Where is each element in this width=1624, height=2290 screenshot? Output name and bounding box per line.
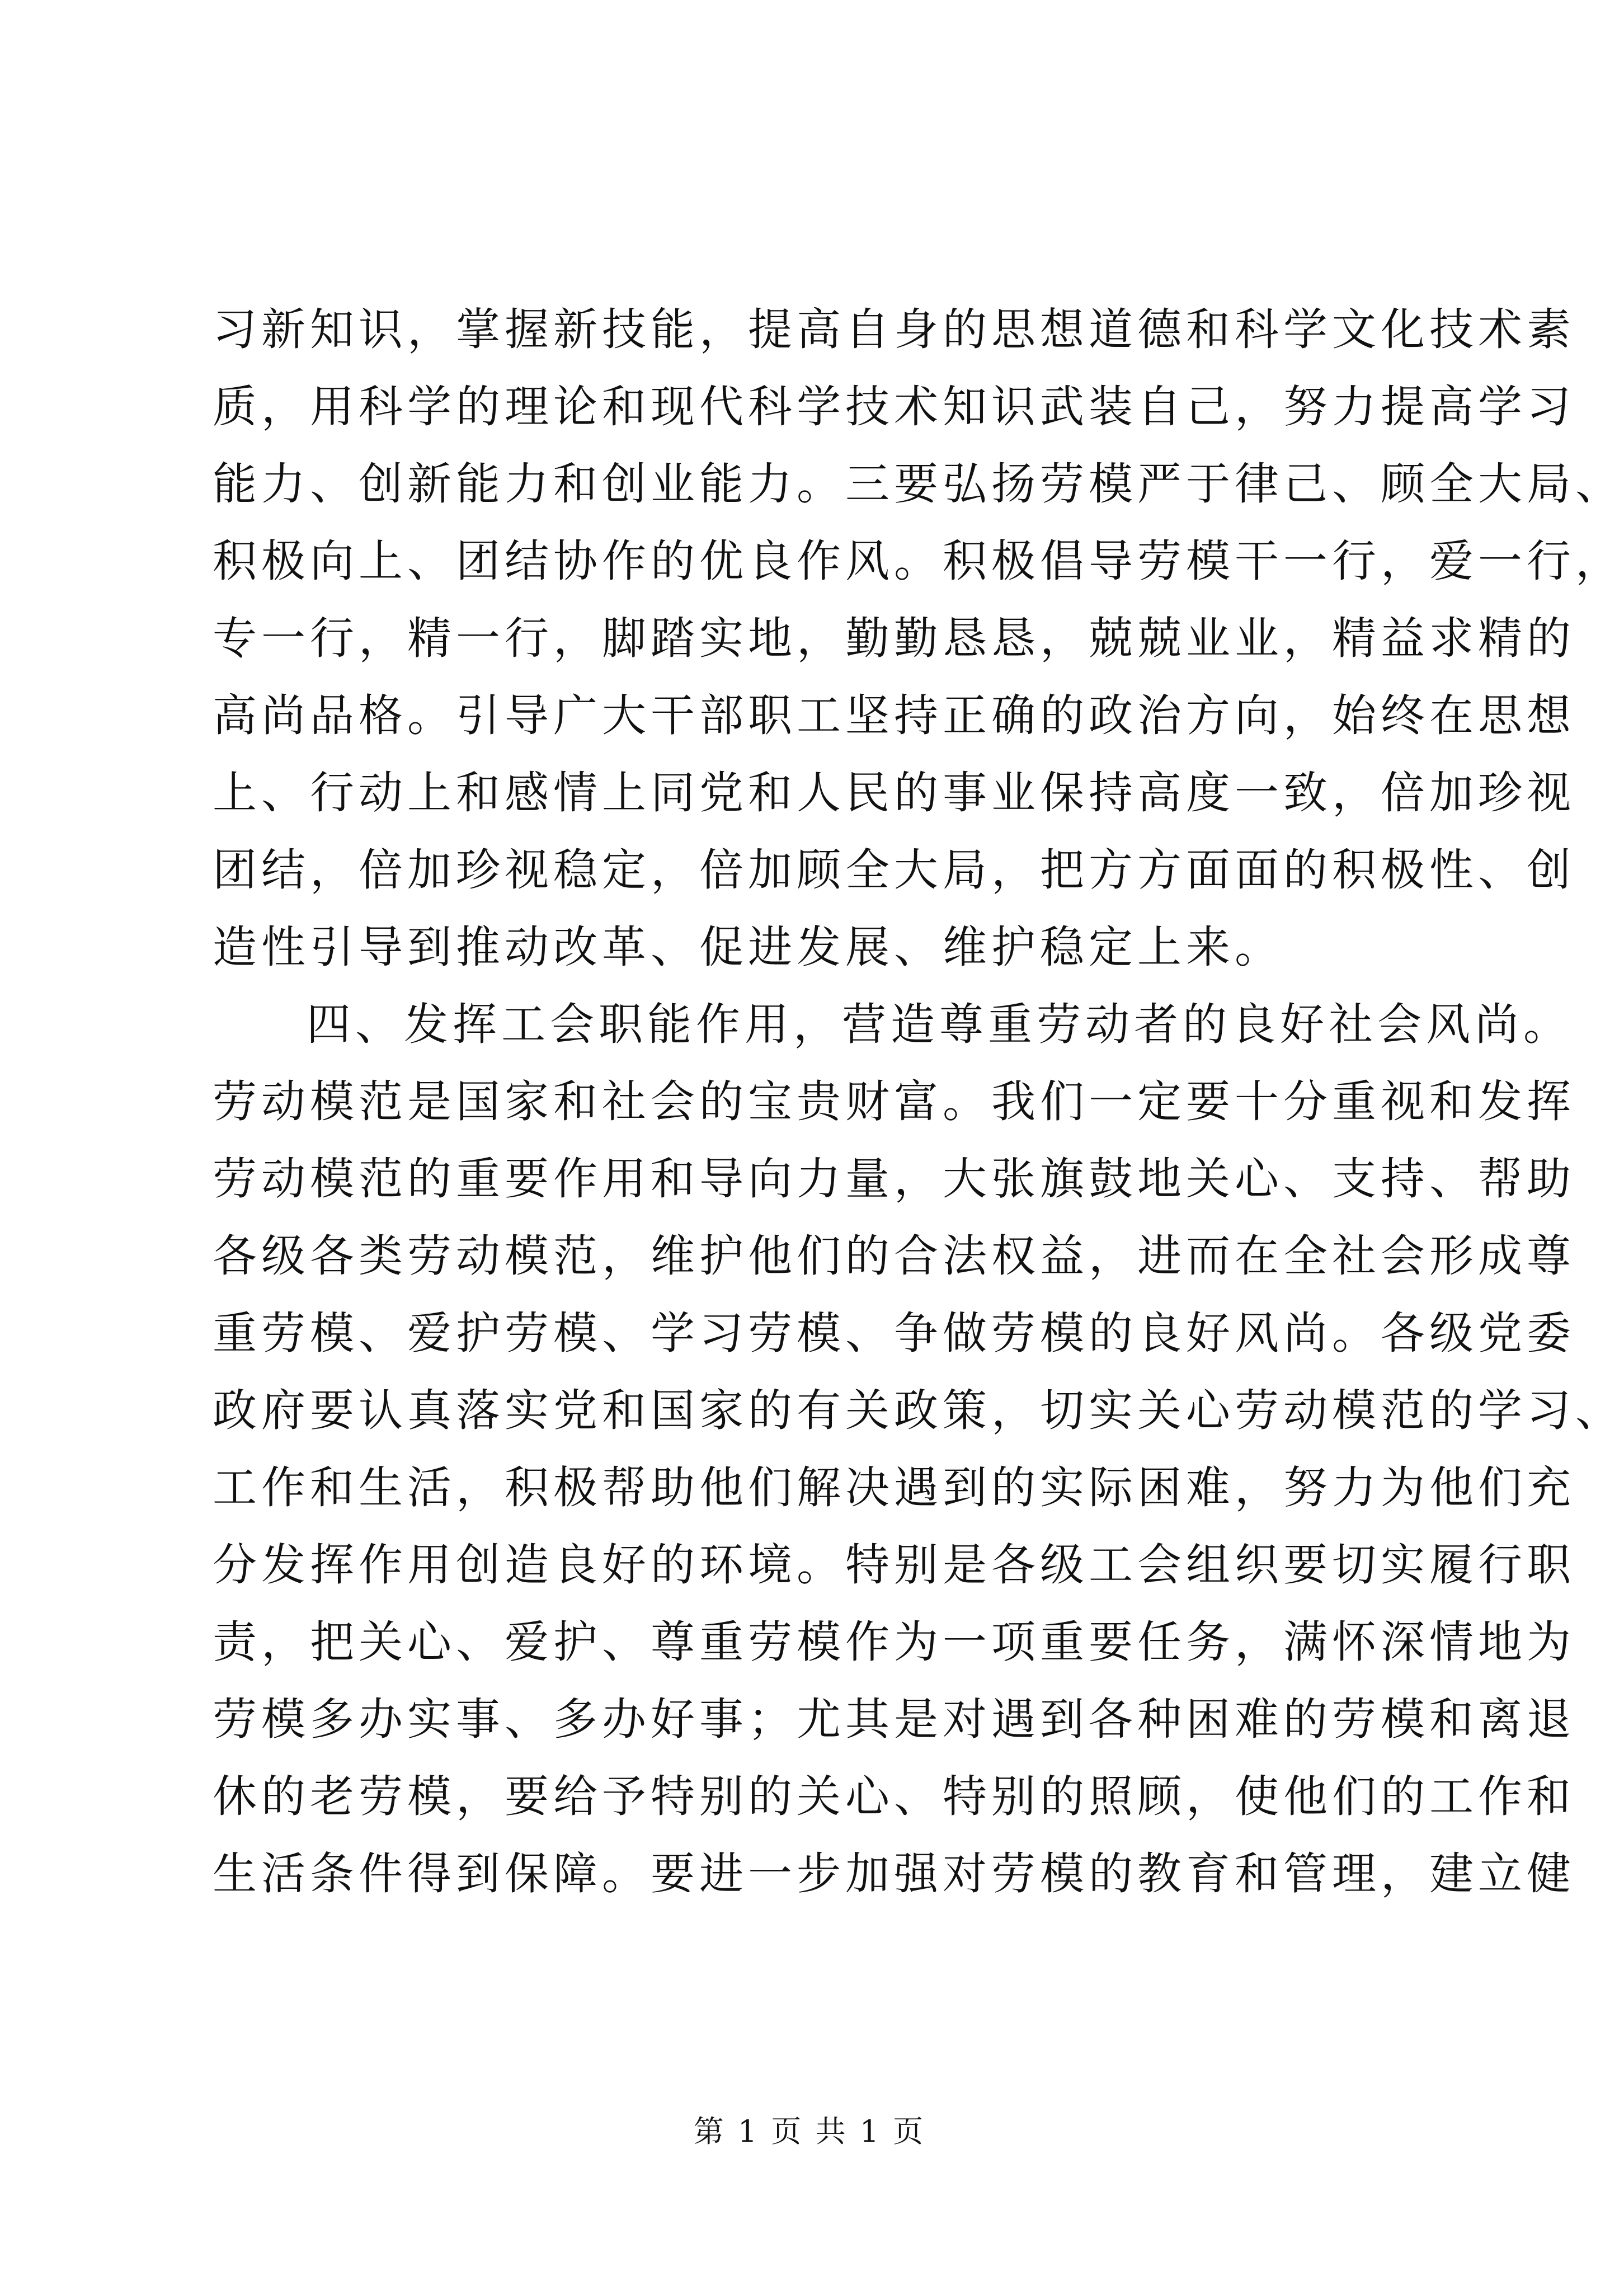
section-heading-line: 四、发挥工会职能作用，营造尊重劳动者的良好社会风尚。 (307, 999, 1572, 1050)
page-number-footer: 第 1 页 共 1 页 (693, 2114, 926, 2149)
text-line: 各级各类劳动模范，维护他们的合法权益，进而在全社会形成尊 (213, 1230, 1575, 1282)
text-line: 生活条件得到保障。要进一步加强对劳模的教育和管理，建立健 (213, 1848, 1575, 1899)
text-line: 责，把关心、爱护、尊重劳模作为一项重要任务，满怀深情地为 (213, 1616, 1575, 1668)
text-line: 休的老劳模，要给予特别的关心、特别的照顾，使他们的工作和 (213, 1771, 1575, 1822)
text-line: 造性引导到推动改革、促进发展、维护稳定上来。 (213, 921, 1283, 973)
text-line: 质，用科学的理论和现代科学技术知识武装自己，努力提高学习 (213, 381, 1575, 432)
text-line: 劳动模范是国家和社会的宝贵财富。我们一定要十分重视和发挥 (213, 1076, 1575, 1127)
text-line: 政府要认真落实党和国家的有关政策，切实关心劳动模范的学习、 (213, 1385, 1624, 1436)
body-text (213, 291, 1624, 1912)
text-line: 上、行动上和感情上同党和人民的事业保持高度一致，倍加珍视 (213, 767, 1575, 819)
text-line: 团结，倍加珍视稳定，倍加顾全大局，把方方面面的积极性、创 (213, 844, 1575, 896)
text-line: 习新知识，掌握新技能，提高自身的思想道德和科学文化技术素 (213, 304, 1575, 355)
text-line: 重劳模、爱护劳模、学习劳模、争做劳模的良好风尚。各级党委 (213, 1308, 1575, 1359)
text-line: 能力、创新能力和创业能力。三要弘扬劳模严于律己、顾全大局、 (213, 458, 1624, 510)
text-line: 积极向上、团结协作的优良作风。积极倡导劳模干一行，爱一行， (213, 535, 1624, 587)
text-line: 专一行，精一行，脚踏实地，勤勤恳恳，兢兢业业，精益求精的 (213, 613, 1575, 664)
text-line: 高尚品格。引导广大干部职工坚持正确的政治方向，始终在思想 (213, 690, 1575, 741)
text-line: 工作和生活，积极帮助他们解决遇到的实际困难，努力为他们充 (213, 1462, 1575, 1513)
text-line: 分发挥作用创造良好的环境。特别是各级工会组织要切实履行职 (213, 1539, 1575, 1591)
text-line: 劳模多办实事、多办好事；尤其是对遇到各种困难的劳模和离退 (213, 1694, 1575, 1745)
text-line: 劳动模范的重要作用和导向力量，大张旗鼓地关心、支持、帮助 (213, 1153, 1575, 1205)
